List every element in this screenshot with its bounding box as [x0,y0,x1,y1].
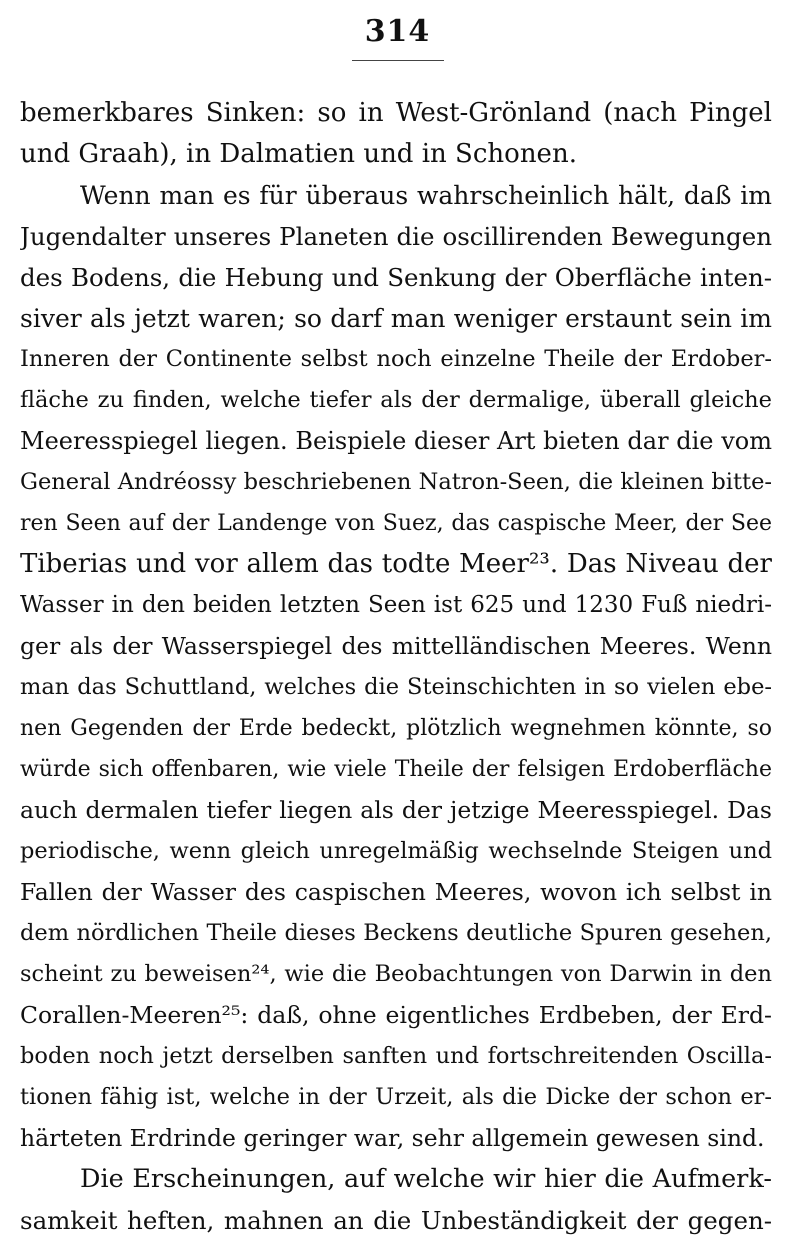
text-line: Fallen der Wasser des caspischen Meeres, wovon ich selbst in [20,878,772,906]
text-line: würde sich offenbaren, wie viele Theile der felsigen Erdoberfläche [20,757,772,782]
text-line: Meeresspiegel liegen. Beispiele dieser Art bieten dar die vom [20,427,772,455]
text-line: Jugendalter unseres Planeten die oscillirenden Bewegungen [20,222,772,251]
text-line: fläche zu finden, welche tiefer als der dermalige, überall gleiche [20,387,772,413]
text-line: man das Schuttland, welches die Steinschichten in so vielen ebe- [20,674,772,700]
text-line: ren Seen auf der Landenge von Suez, das caspische Meer, der See [20,511,772,536]
page-number: 314 [364,14,431,49]
text-line: Tiberias und vor allem das todte Meer²³. Das Niveau der [20,549,772,579]
text-line: tionen fähig ist, welche in der Urzeit, als die Dicke der schon er- [20,1084,772,1110]
text-line: auch dermalen tiefer liegen als der jetzige Meeresspiegel. Das [20,796,772,824]
text-line: und Graah), in Dalmatien und in Schonen. [20,139,577,169]
text-line: samkeit heften, mahnen an die Unbeständigkeit der gegen- [20,1206,772,1235]
text-line: Wenn man es für überaus wahrscheinlich hält, daß im [80,181,772,210]
text-line: des Bodens, die Hebung und Senkung der Oberfläche inten- [20,263,772,292]
text-line: Corallen-Meeren²⁵: daß, ohne eigentliches Erdbeben, der Erd- [20,1001,772,1029]
text-line: scheint zu beweisen²⁴, wie die Beobachtungen von Darwin in den [20,961,772,987]
text-line: General Andréossy beschriebenen Natron-Seen, die kleinen bitte- [20,469,772,495]
text-line: Wasser in den beiden letzten Seen ist 625 und 1230 Fuß niedri- [20,592,772,618]
text-line: boden noch jetzt derselben sanften und fortschreitenden Oscilla- [20,1043,772,1069]
text-line: dem nördlichen Theile dieses Beckens deutliche Spuren gesehen, [20,920,772,946]
text-line: ger als der Wasserspiegel des mittelländischen Meeres. Wenn [20,632,772,660]
text-line: Die Erscheinungen, auf welche wir hier die Aufmerk- [80,1164,772,1194]
text-line: härteten Erdrinde geringer war, sehr allgemein gewesen sind. [20,1124,765,1152]
text-line: Inneren der Continente selbst noch einzelne Theile der Erdober- [20,346,772,372]
header-rule [352,60,444,61]
body-text [20,93,772,1241]
text-line: siver als jetzt waren; so darf man weniger erstaunt sein im [20,304,772,333]
text-line: bemerkbares Sinken: so in West-Grönland (nach Pingel [20,98,772,128]
text-line: periodische, wenn gleich unregelmäßig wechselnde Steigen und [20,838,772,864]
text-line: nen Gegenden der Erde bedeckt, plötzlich wegnehmen könnte, so [20,716,772,741]
